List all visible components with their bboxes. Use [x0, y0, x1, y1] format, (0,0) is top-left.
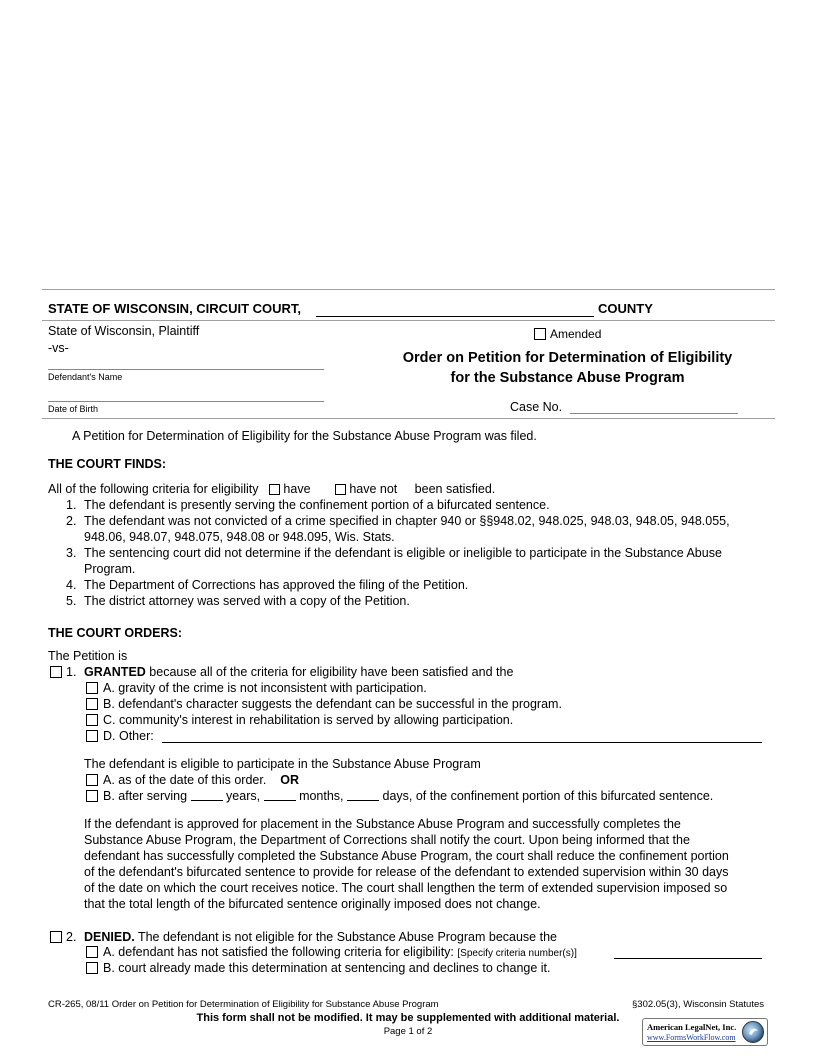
option-letter: A. [103, 681, 115, 695]
timing-b-checkbox[interactable] [86, 790, 98, 802]
approval-line-4: of the defendant's bifurcated sentence to provide for release of the defendant to extended supervision within 30 days [84, 865, 729, 879]
county-label: COUNTY [598, 301, 653, 316]
option-letter: C. [103, 713, 116, 727]
petition-is-label: The Petition is [48, 649, 128, 663]
days-label: days, of the confinement portion of this bifurcated sentence. [382, 789, 714, 803]
modification-notice: This form shall not be modified. It may be supplemented with additional material. [196, 1012, 620, 1024]
approval-line-1: If the defendant is approved for placement in the Substance Abuse Program and successfully completes the [84, 817, 681, 831]
timing-b-prefix: after serving [118, 789, 188, 803]
state-court-label: STATE OF WISCONSIN, CIRCUIT COURT, [48, 301, 302, 316]
dob-label: Date of Birth [48, 404, 99, 414]
intro-text: A Petition for Determination of Eligibility for the Substance Abuse Program was filed. [72, 429, 537, 443]
granted-line [84, 665, 513, 679]
finding-3-line2: Program. [84, 562, 136, 576]
granted-option-c [103, 713, 513, 727]
vs-label: -vs- [48, 341, 69, 355]
logo-line2: www.FormsWorkFlow.com [647, 1033, 736, 1042]
denied-label: DENIED. [84, 930, 135, 944]
denied-option-a-checkbox[interactable] [86, 946, 98, 958]
months-field[interactable] [264, 790, 296, 801]
option-text: Other: [118, 729, 154, 743]
or-label: OR [280, 773, 299, 787]
caption-rule [42, 418, 775, 419]
option-letter: B. [103, 697, 115, 711]
granted-checkbox[interactable] [50, 666, 62, 678]
header-rule [42, 320, 775, 321]
denied-checkbox[interactable] [50, 931, 62, 943]
granted-option-b-checkbox[interactable] [86, 698, 98, 710]
have-checkbox[interactable] [269, 484, 280, 495]
denied-option-a-hint: [Specify criteria number(s)] [457, 948, 577, 959]
criteria-line [48, 482, 495, 496]
granted-text: because all of the criteria for eligibility have been satisfied and the [145, 665, 514, 679]
denied-option-b: B. court already made this determination at sentencing and declines to change it. [103, 961, 551, 975]
finding-2-line1: The defendant was not convicted of a crime specified in chapter 940 or §§948.02, 948.025, 948.03, 948.05, 948.055, [84, 514, 730, 528]
criteria-prefix: All of the following criteria for eligibility [48, 482, 259, 496]
option-text: gravity of the crime is not inconsistent with participation. [118, 681, 427, 695]
approval-line-5: of the date on which the court receives notice. The court shall lengthen the term of extended supervision imposed so [84, 881, 728, 895]
years-field[interactable] [191, 790, 223, 801]
dob-field[interactable] [48, 401, 324, 402]
finding-2-line2: 948.06, 948.07, 948.075, 948.08 or 948.095, Wis. Stats. [84, 530, 395, 544]
criteria-number-field[interactable] [614, 958, 762, 959]
timing-a-checkbox[interactable] [86, 774, 98, 786]
granted-option-a-checkbox[interactable] [86, 682, 98, 694]
timing-b: B. after serving years, months, days, of the confinement portion of this bifurcated sentence. [103, 789, 714, 803]
form-title-line1: Order on Petition for Determination of Eligibility [402, 350, 733, 366]
granted-option-d-checkbox[interactable] [86, 730, 98, 742]
case-no-label: Case No. [510, 400, 563, 414]
statute-ref: §302.05(3), Wisconsin Statutes [632, 999, 765, 1010]
county-field[interactable] [316, 316, 594, 317]
logo-line1: American LegalNet, Inc. [647, 1022, 737, 1032]
page-number: Page 1 of 2 [383, 1026, 433, 1037]
have-label: have [283, 482, 311, 496]
timing-a-text: as of the date of this order. [118, 773, 267, 787]
finding-2-num: 2. [66, 514, 77, 528]
granted-option-c-checkbox[interactable] [86, 714, 98, 726]
denied-num: 2. [66, 930, 77, 944]
granted-label: GRANTED [84, 665, 146, 679]
denied-text: The defendant is not eligible for the Substance Abuse Program because the [134, 930, 557, 944]
been-satisfied-label: been satisfied. [414, 482, 496, 496]
finding-4-num: 4. [66, 578, 77, 592]
granted-num: 1. [66, 665, 77, 679]
amended-checkbox[interactable] [534, 328, 546, 340]
denied-option-a: A. defendant has not satisfied the following criteria for eligibility: [Specify criteria number(s)] [103, 945, 577, 959]
approval-line-3: defendant has successfully completed the Substance Abuse Program, the court shall reduce the confinement portion [84, 849, 729, 863]
denied-option-a-text: defendant has not satisfied the following criteria for eligibility: [118, 945, 454, 959]
defendant-name-field[interactable] [48, 369, 324, 370]
option-letter: D. [103, 729, 116, 743]
plaintiff-label: State of Wisconsin, Plaintiff [48, 324, 200, 338]
denied-line [84, 930, 557, 944]
other-reason-field[interactable] [162, 742, 762, 743]
have-not-label: have not [349, 482, 398, 496]
have-not-checkbox[interactable] [335, 484, 346, 495]
defendant-name-label: Defendant's Name [48, 372, 123, 382]
finding-4-text: The Department of Corrections has approved the filing of the Petition. [84, 578, 469, 592]
finding-3-num: 3. [66, 546, 77, 560]
finding-1-text: The defendant is presently serving the confinement portion of a bifurcated sentence. [84, 498, 550, 512]
globe-icon [742, 1021, 764, 1043]
approval-line-6: that the total length of the bifurcated sentence originally imposed does not change. [84, 897, 541, 911]
denied-option-b-checkbox[interactable] [86, 962, 98, 974]
years-label: years, [226, 789, 261, 803]
finding-1-num: 1. [66, 498, 77, 512]
top-rule [42, 289, 775, 290]
denied-option-b-text: court already made this determination at sentencing and declines to change it. [118, 961, 551, 975]
granted-option-b [103, 697, 562, 711]
finding-3-line1: The sentencing court did not determine if the defendant is eligible or ineligible to participate in the Substance Abuse [84, 546, 722, 560]
form-title-line2: for the Substance Abuse Program [450, 370, 685, 386]
court-orders-heading: THE COURT ORDERS: [48, 626, 183, 640]
finding-5-text: The district attorney was served with a copy of the Petition. [84, 594, 410, 608]
eligible-text: The defendant is eligible to participate in the Substance Abuse Program [84, 757, 481, 771]
approval-line-2: Substance Abuse Program, the Department of Corrections shall notify the court. Upon being informed that the [84, 833, 690, 847]
amended-label: Amended [550, 327, 602, 341]
option-text: defendant's character suggests the defendant can be successful in the program. [118, 697, 562, 711]
granted-option-a [103, 681, 427, 695]
case-no-field[interactable] [570, 413, 738, 414]
days-field[interactable] [347, 790, 379, 801]
months-label: months, [299, 789, 344, 803]
timing-a: A. as of the date of this order. OR [103, 773, 299, 787]
option-text: community's interest in rehabilitation is served by allowing participation. [118, 713, 514, 727]
granted-option-d [103, 729, 154, 743]
american-legalnet-logo [642, 1018, 768, 1046]
finding-5-num: 5. [66, 594, 77, 608]
form-id: CR-265, 08/11 Order on Petition for Determination of Eligibility for Substance Abuse Program [48, 999, 439, 1010]
court-finds-heading: THE COURT FINDS: [48, 457, 167, 471]
